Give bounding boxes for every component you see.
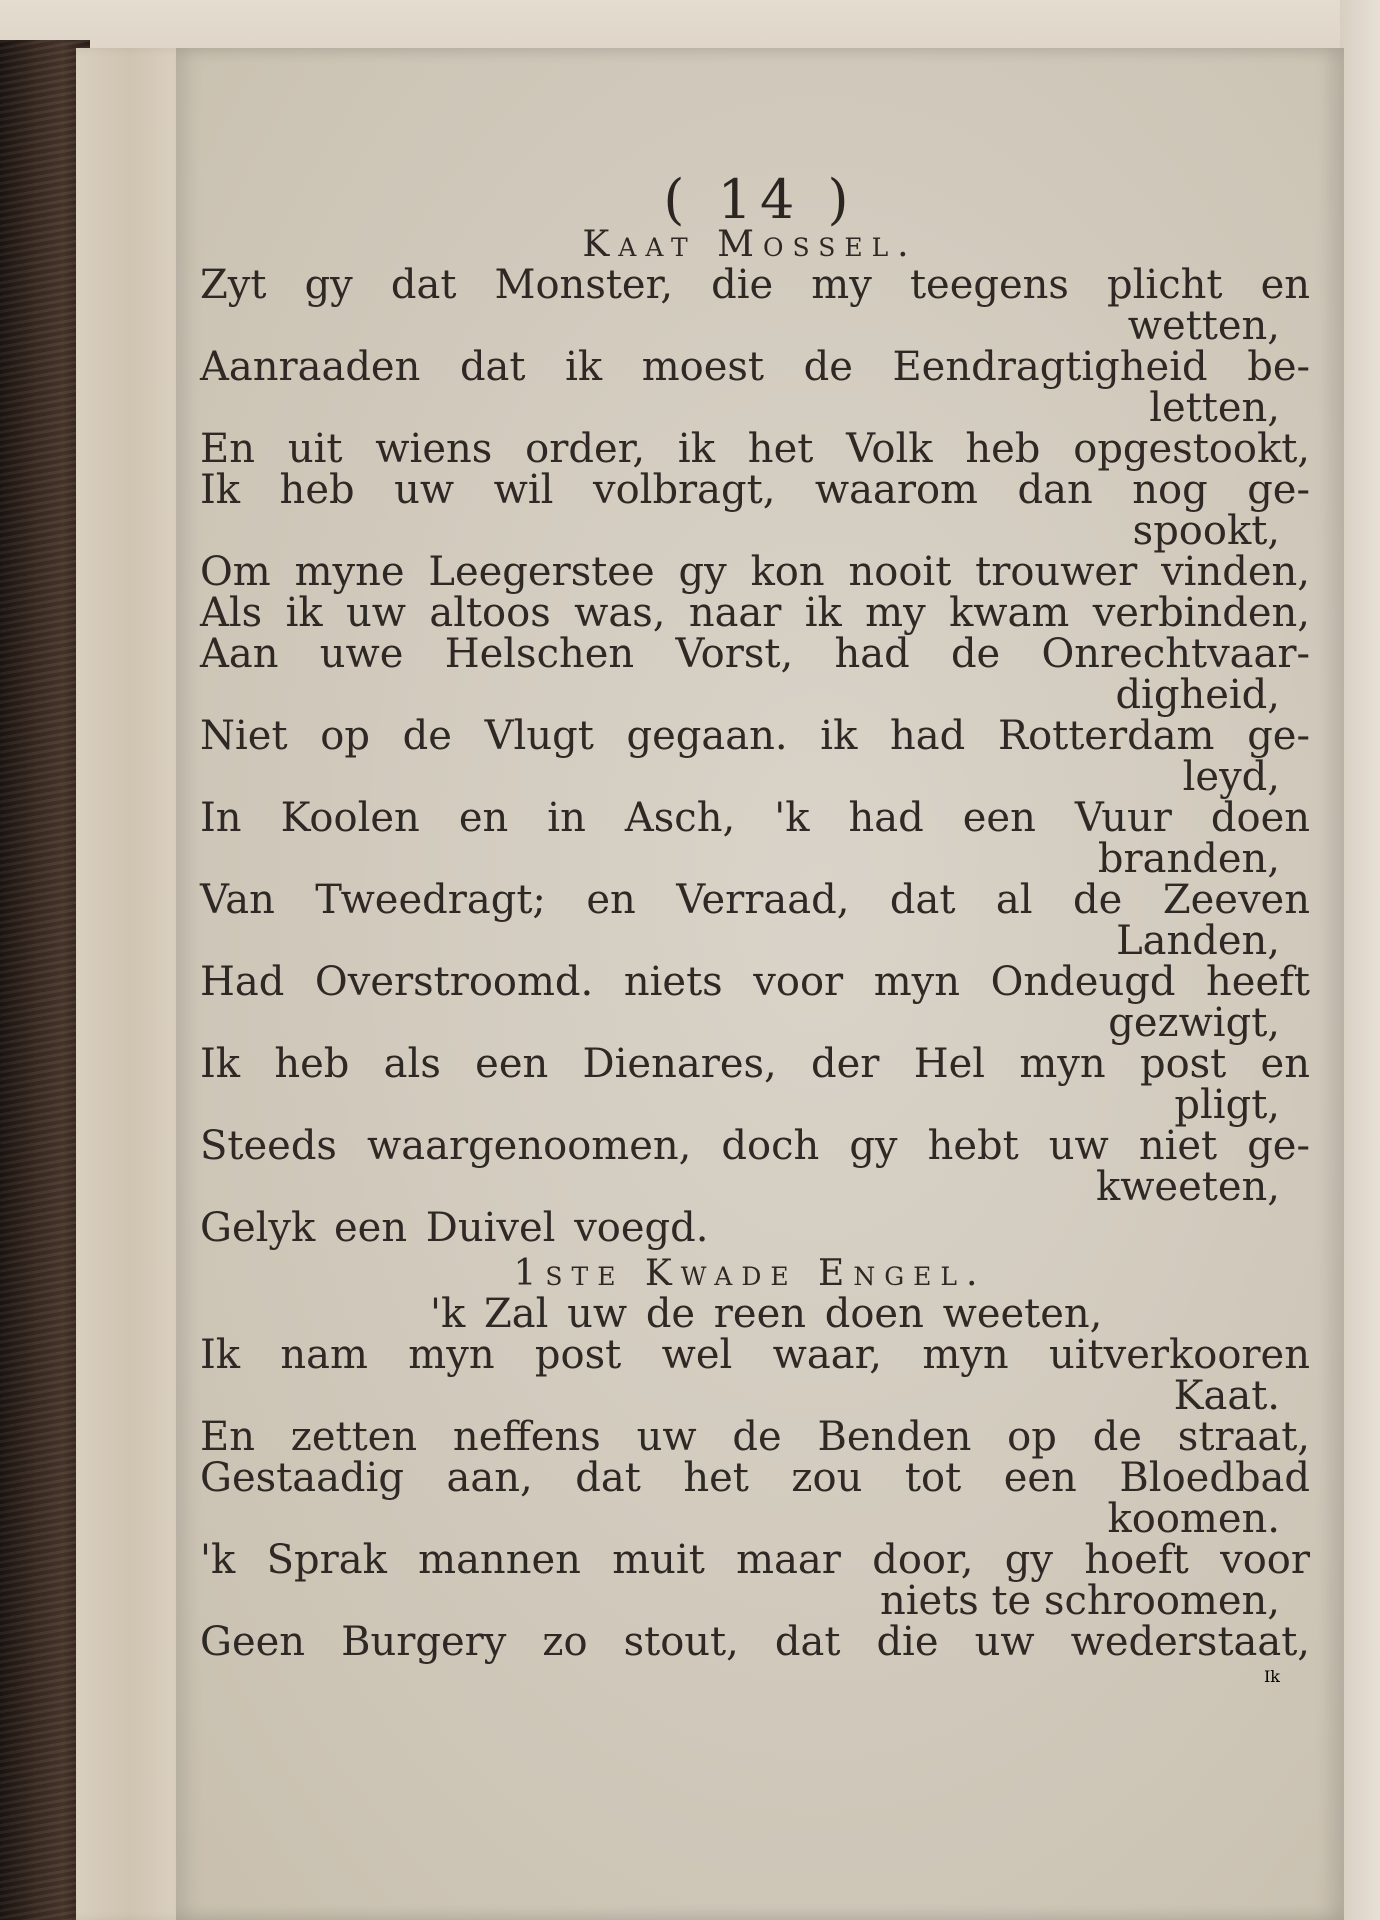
verse-line: Had Overstroomd. niets voor myn Ondeugd heeft — [200, 959, 1310, 1005]
verse-line-continuation: koomen. — [1107, 1496, 1280, 1542]
cloth-edge — [1340, 0, 1380, 1920]
verse-line: Als ik uw altoos was, naar ik my kwam verbinden, — [200, 590, 1310, 636]
verse-line: Aanraaden dat ik moest de Eendragtigheid be- — [200, 344, 1310, 390]
verse-line: En zetten neffens uw de Benden op de straat, — [200, 1414, 1310, 1460]
verse-line: Om myne Leegerstee gy kon nooit trouwer vinden, — [200, 549, 1310, 595]
verse-line: Ik heb als een Dienares, der Hel myn post en — [200, 1041, 1310, 1087]
verse-line: Steeds waargenoomen, doch gy hebt uw niet ge- — [200, 1123, 1310, 1169]
page-edges — [76, 48, 186, 1920]
catchword-wrap — [200, 1663, 1320, 1686]
verse-line-continuation: gezwigt, — [1108, 1000, 1280, 1046]
speaker-heading: Kaat Mossel. — [582, 224, 918, 265]
verse-line: Ik nam myn post wel waar, myn uitverkooren — [200, 1332, 1310, 1378]
verse-line-continuation: kweeten, — [1095, 1164, 1280, 1210]
catchword: Ik — [1263, 1667, 1280, 1686]
poem-text — [200, 220, 1320, 1663]
verse-line: Gelyk een Duivel voegd. — [200, 1205, 709, 1251]
verse-line-continuation: digheid, — [1115, 672, 1280, 718]
verse-line-continuation: Kaat. — [1173, 1373, 1280, 1419]
verse-line: Niet op de Vlugt gegaan. ik had Rotterdam ge- — [200, 713, 1310, 759]
verse-line: Ik heb uw wil volbragt, waarom dan nog ge- — [200, 467, 1310, 513]
verse-line: En uit wiens order, ik het Volk heb opgestookt, — [200, 426, 1310, 472]
verse-line-continuation: pligt, — [1174, 1082, 1280, 1128]
speaker-heading: 1ste Kwade Engel. — [513, 1253, 987, 1294]
verse-line: In Koolen en in Asch, 'k had een Vuur doen — [200, 795, 1310, 841]
verse-line: 'k Zal uw de reen doen weeten, — [430, 1291, 1103, 1337]
verse-line-continuation: spookt, — [1132, 508, 1280, 554]
verse-line: 'k Sprak mannen muit maar door, gy hoeft voor — [200, 1537, 1310, 1583]
verse-line: Geen Burgery zo stout, dat die uw wederstaat, — [200, 1619, 1310, 1665]
page-number: ( 14 ) — [663, 168, 857, 231]
verse-line: Gestaadig aan, dat het zou tot een Bloedbad — [200, 1455, 1310, 1501]
verse-line-continuation: branden, — [1097, 836, 1280, 882]
verse-line-continuation: niets te schroomen, — [879, 1578, 1280, 1624]
verse-line-continuation: letten, — [1149, 385, 1280, 431]
verse-line: Van Tweedragt; en Verraad, dat al de Zeeven — [200, 877, 1310, 923]
verse-line: Zyt gy dat Monster, die my teegens plicht en — [200, 262, 1310, 308]
verse-line: Aan uwe Helschen Vorst, had de Onrechtvaar- — [200, 631, 1310, 677]
verse-line-continuation: leyd, — [1182, 754, 1280, 800]
verse-line-continuation: Landen, — [1116, 918, 1280, 964]
verse-line-continuation: wetten, — [1127, 303, 1280, 349]
